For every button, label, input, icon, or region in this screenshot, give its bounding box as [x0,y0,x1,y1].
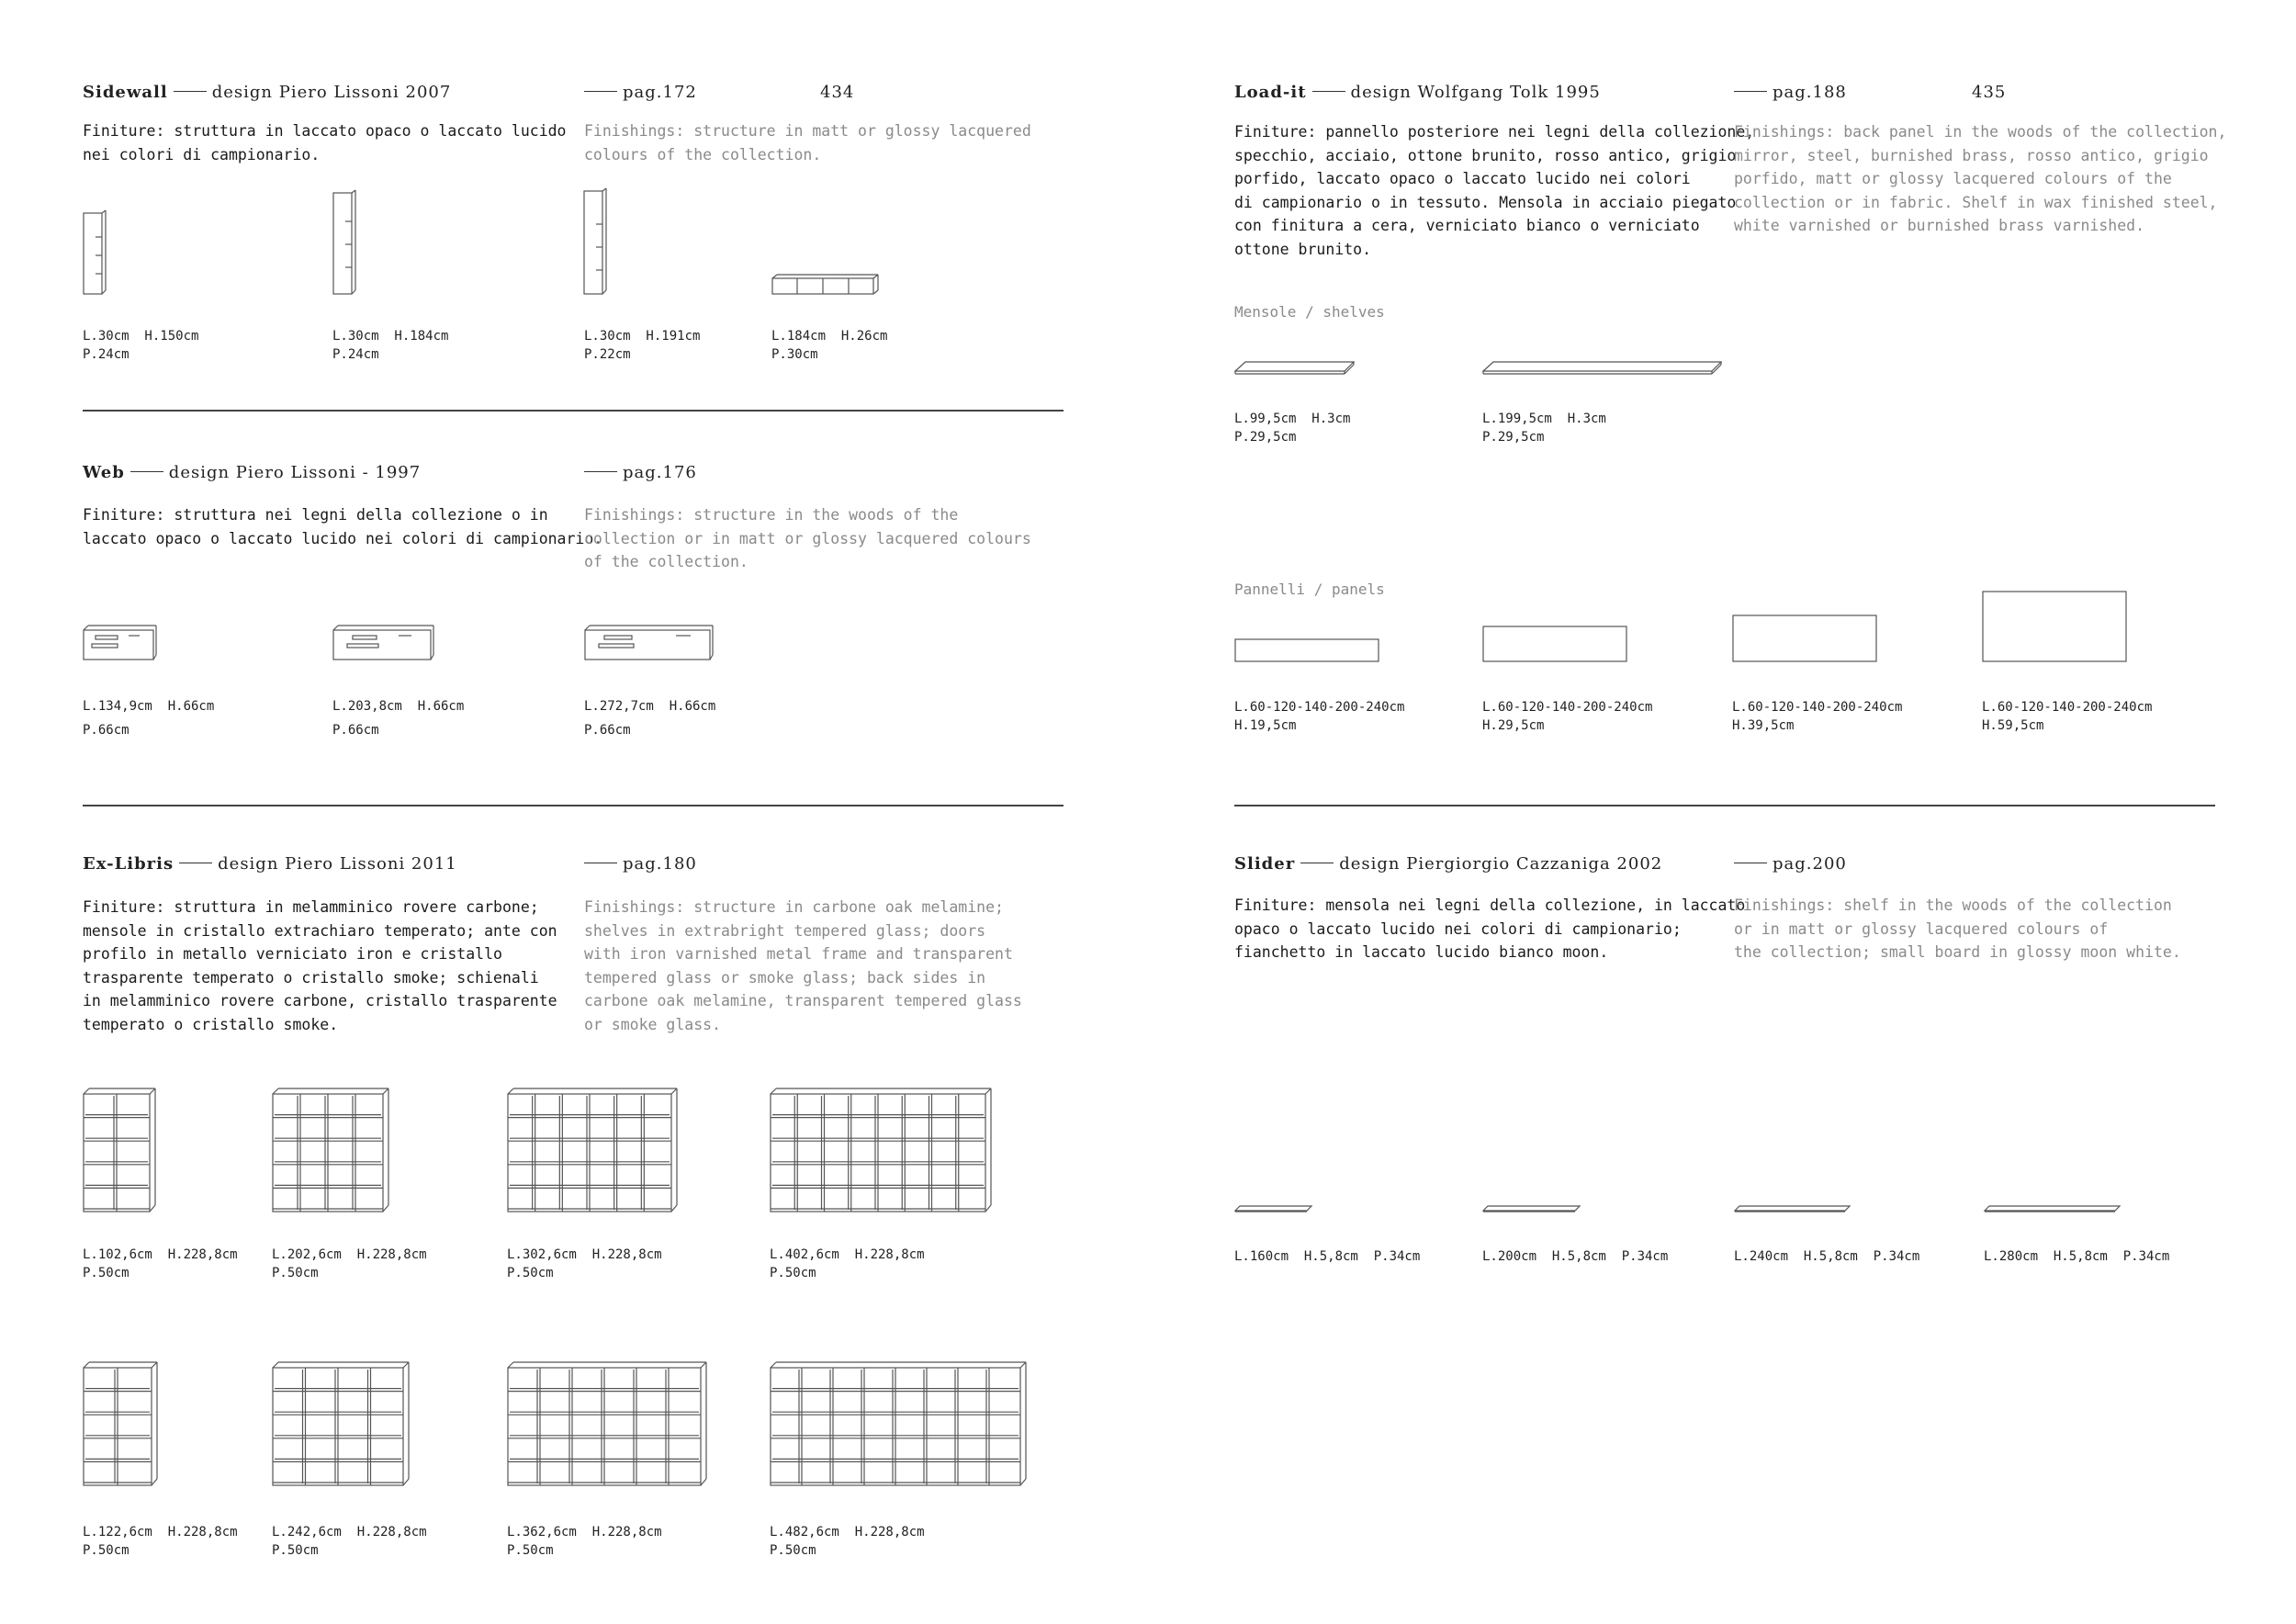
panels-subheading: Pannelli / panels [1234,581,1385,598]
exlibris-drawing-1 [83,1088,156,1212]
slider-dim-3: L.240cm H.5,8cm P.34cm [1734,1249,1920,1264]
loadit-panel-dim-4: L.60-120-140-200-240cm H.59,5cm [1982,700,2153,733]
loadit-shelf-dim-1: L.99,5cm H.3cm P.29,5cm [1234,412,1351,445]
loadit-panel-drawing-4 [1982,590,2129,663]
web-dim-2: L.203,8cm H.66cm P.66cm [332,699,465,738]
exlibris-drawing-7 [507,1361,707,1486]
exlibris-drawing-4 [770,1088,992,1212]
exlibris-dim-5: L.122,6cm H.228,8cm P.50cm [83,1525,238,1558]
exlibris-finish-en: Finishings: structure in carbone oak melamine; shelves in extrabright tempered glass; doors with iron varnished metal frame and transparent tempered glass or smoke glass; back sides in carbone oak melamine, transparent tempered glass or smoke glass. [584,898,1022,1033]
web-page-ref[interactable]: pag.176 [584,463,697,482]
web-finish-it: Finiture: struttura nei legni della collezione o in laccato opaco o laccato lucido nei colori di campionario. [83,506,603,547]
web-title: Web design Piero Lissoni - 1997 [83,463,422,482]
web-drawing-3 [584,625,715,661]
sidewall-dim-1: L.30cm H.150cm P.24cm [83,329,199,362]
sidewall-dim-3: L.30cm H.191cm P.22cm [584,329,701,362]
web-drawing-1 [83,625,158,661]
exlibris-dim-3: L.302,6cm H.228,8cm P.50cm [507,1247,662,1280]
loadit-title: Load-it design Wolfgang Tolk 1995 [1234,83,1601,102]
exlibris-finish-it: Finiture: struttura in melamminico rovere carbone; mensole in cristallo extrachiaro temperato; ante con profilo in metallo verniciato iron e cristallo trasparente temperato o cristallo smoke; schienali in melamminico rovere carbone, cristallo trasparente temperato o cristallo smoke. [83,898,557,1033]
exlibris-drawing-3 [507,1088,678,1212]
slider-drawing-1 [1234,1203,1313,1212]
slider-page-ref[interactable]: pag.200 [1734,854,1847,874]
sidewall-title: Sidewall design Piero Lissoni 2007 [83,83,452,102]
shelves-subheading: Mensole / shelves [1234,303,1385,321]
web-dim-3: L.272,7cm H.66cm P.66cm [584,699,716,738]
exlibris-title: Ex-Libris design Piero Lissoni 2011 [83,854,457,874]
slider-title: Slider design Piergiorgio Cazzaniga 2002 [1234,854,1663,874]
exlibris-dim-8: L.482,6cm H.228,8cm P.50cm [770,1525,925,1558]
slider-finish-it: Finiture: mensola nei legni della collezione, in laccato opaco o laccato lucido nei colori di campionario; fianchetto in laccato lucido bianco moon. [1234,897,1746,961]
loadit-panel-drawing-1 [1234,637,1381,663]
slider-finish-en: Finishings: shelf in the woods of the collection or in matt or glossy lacquered colours of the collection; small board in glossy moon white. [1734,897,2181,961]
loadit-shelf-drawing-2 [1482,358,1723,375]
loadit-panel-dim-1: L.60-120-140-200-240cm H.19,5cm [1234,700,1405,733]
sidewall-drawing-4 [771,274,880,296]
exlibris-dim-7: L.362,6cm H.228,8cm P.50cm [507,1525,662,1558]
web-drawing-2 [332,625,435,661]
slider-dim-2: L.200cm H.5,8cm P.34cm [1482,1249,1669,1264]
loadit-panel-dim-3: L.60-120-140-200-240cm H.39,5cm [1732,700,1903,733]
page-number-right: 435 [1972,83,2007,102]
exlibris-dim-2: L.202,6cm H.228,8cm P.50cm [272,1247,427,1280]
exlibris-drawing-8 [770,1361,1027,1486]
loadit-panel-drawing-3 [1732,614,1879,663]
loadit-finish-it: Finiture: pannello posteriore nei legni della collezione, specchio, acciaio, ottone brunito, rosso antico, grigio porfido, laccato opaco o laccato lucido nei colori di campionario o in tessuto. Mensola in acciaio piegato con finitura a cera, verniciato bianco o verniciato ottone brunito. [1234,123,1755,258]
divider [83,805,1064,806]
sidewall-finish-it: Finiture: struttura in laccato opaco o laccato lucido nei colori di campionario. [83,122,567,164]
exlibris-dim-6: L.242,6cm H.228,8cm P.50cm [272,1525,427,1558]
loadit-panel-dim-2: L.60-120-140-200-240cm H.29,5cm [1482,700,1653,733]
exlibris-drawing-2 [272,1088,389,1212]
slider-drawing-4 [1984,1203,2122,1212]
web-dim-1: L.134,9cm H.66cm P.66cm [83,699,215,738]
divider [1234,805,2215,806]
exlibris-page-ref[interactable]: pag.180 [584,854,697,874]
loadit-finish-en: Finishings: back panel in the woods of the collection, mirror, steel, burnished brass, rosso antico, grigio porfido, matt or glossy lacquered colours of the collection or in fabric. Shelf in wax finished steel, white varnished or burnished brass varnished. [1734,123,2227,234]
slider-dim-1: L.160cm H.5,8cm P.34cm [1234,1249,1421,1264]
sidewall-page-ref[interactable]: pag.172 [584,83,697,102]
sidewall-dim-2: L.30cm H.184cm P.24cm [332,329,449,362]
exlibris-dim-1: L.102,6cm H.228,8cm P.50cm [83,1247,238,1280]
loadit-panel-drawing-2 [1482,625,1629,663]
loadit-shelf-dim-2: L.199,5cm H.3cm P.29,5cm [1482,412,1606,445]
exlibris-dim-4: L.402,6cm H.228,8cm P.50cm [770,1247,925,1280]
sidewall-drawing-2 [332,189,356,296]
loadit-shelf-drawing-1 [1234,358,1356,375]
slider-drawing-2 [1482,1203,1581,1212]
web-finish-en: Finishings: structure in the woods of the collection or in matt or glossy lacquered colours of the collection. [584,506,1031,570]
slider-dim-4: L.280cm H.5,8cm P.34cm [1984,1249,2170,1264]
sidewall-dim-4: L.184cm H.26cm P.30cm [771,329,888,362]
sidewall-drawing-1 [83,209,107,296]
sidewall-drawing-3 [583,187,607,296]
sidewall-finish-en: Finishings: structure in matt or glossy lacquered colours of the collection. [584,122,1031,164]
exlibris-drawing-5 [83,1361,158,1486]
exlibris-drawing-6 [272,1361,410,1486]
loadit-page-ref[interactable]: pag.188 [1734,83,1847,102]
slider-drawing-3 [1734,1203,1851,1212]
page-number-left: 434 [820,83,855,102]
divider [83,410,1064,412]
